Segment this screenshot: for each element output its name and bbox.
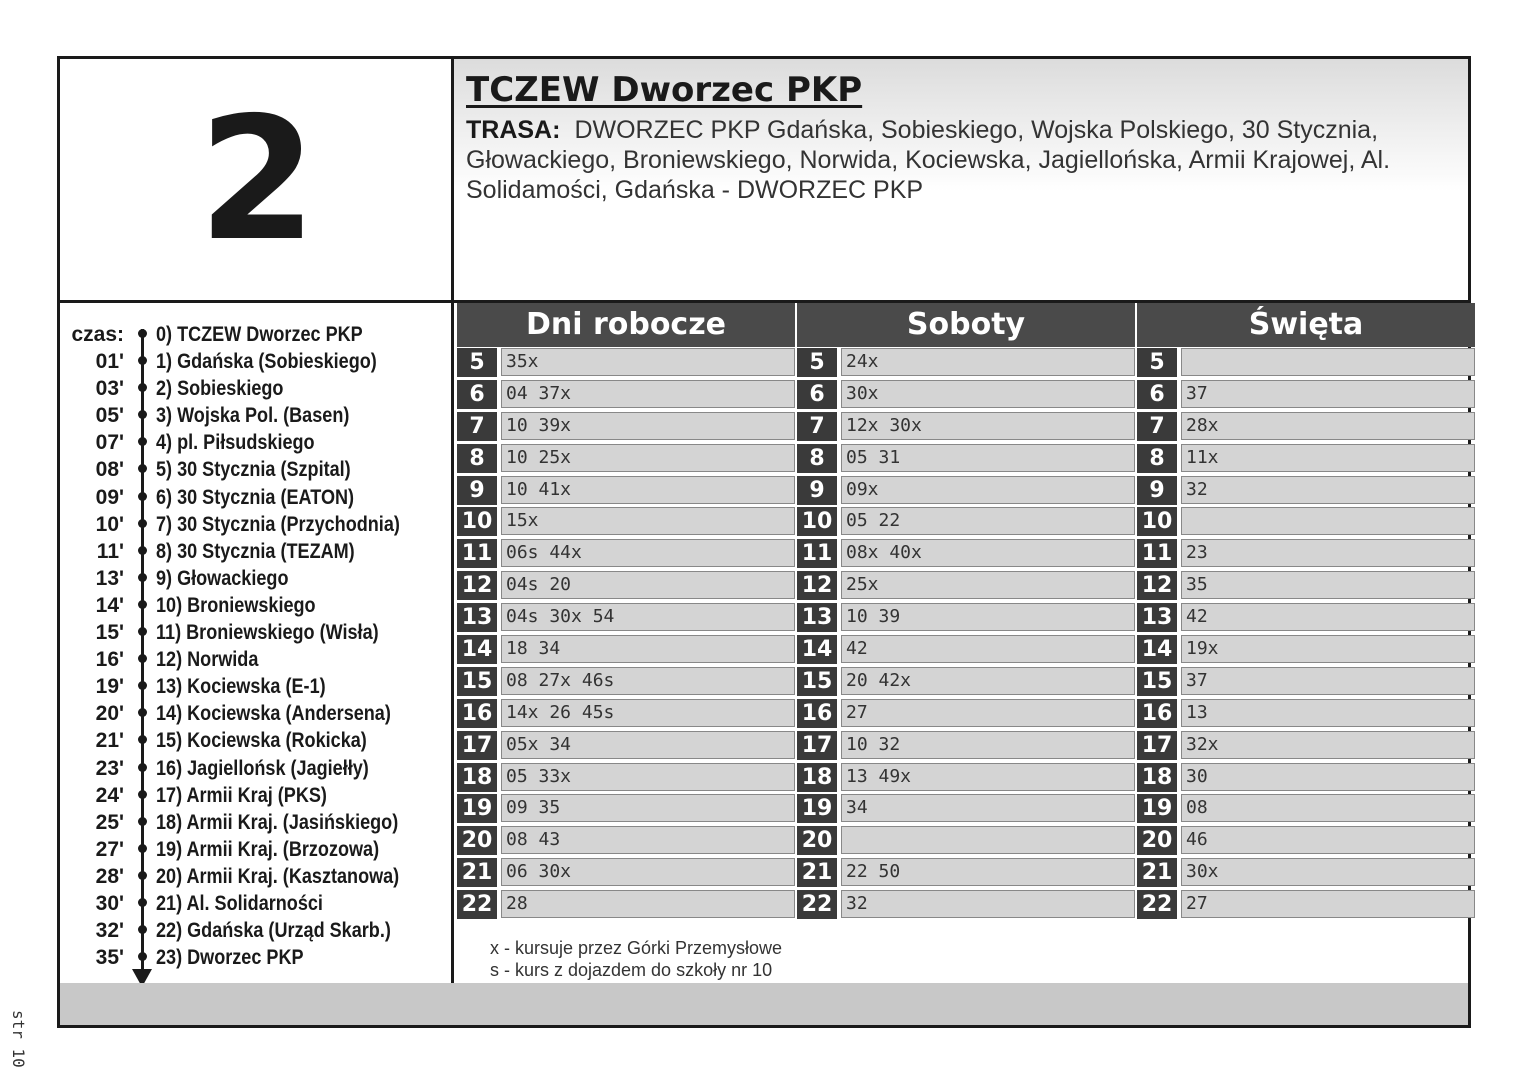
table-row bbox=[797, 570, 1135, 602]
stop-name: 1) Gdańska (Sobieskiego) bbox=[156, 350, 377, 374]
stop-name: 11) Broniewskiego (Wisła) bbox=[156, 621, 379, 645]
stop-name: 16) Jagiellońsk (Jagiełły) bbox=[156, 756, 369, 780]
table-row bbox=[1137, 570, 1475, 602]
table-row bbox=[1137, 857, 1475, 889]
minutes-cell: 27 bbox=[841, 699, 1135, 727]
table-row bbox=[797, 443, 1135, 475]
stop-row bbox=[68, 836, 448, 863]
minutes-cell: 04 37x bbox=[501, 380, 795, 408]
minutes-cell: 08 43 bbox=[501, 826, 795, 854]
minutes-cell: 05x 34 bbox=[501, 731, 795, 759]
table-row bbox=[1137, 825, 1475, 857]
table-row bbox=[457, 570, 795, 602]
stop-dot-icon bbox=[138, 898, 147, 907]
minutes-cell: 30x bbox=[841, 380, 1135, 408]
stop-row bbox=[68, 321, 448, 348]
stop-dot-icon bbox=[138, 437, 147, 446]
stops-header-label: czas: bbox=[71, 323, 124, 346]
route-label: TRASA: bbox=[466, 116, 561, 144]
table-row bbox=[1137, 538, 1475, 570]
stop-name: 8) 30 Stycznia (TEZAM) bbox=[156, 539, 355, 563]
minutes-cell bbox=[1181, 507, 1475, 535]
hour-cell: 11 bbox=[1137, 539, 1177, 568]
table-row bbox=[797, 825, 1135, 857]
minutes-cell: 06s 44x bbox=[501, 539, 795, 567]
hour-cell: 11 bbox=[457, 539, 497, 568]
stop-time: 21' bbox=[95, 729, 124, 753]
stop-name: 0) TCZEW Dworzec PKP bbox=[156, 323, 363, 346]
page-label: str 10 bbox=[9, 1010, 28, 1068]
table-row bbox=[797, 379, 1135, 411]
stop-row bbox=[68, 456, 448, 483]
stop-row bbox=[68, 484, 448, 511]
stop-dot-icon bbox=[138, 708, 147, 717]
hour-cell: 13 bbox=[1137, 603, 1177, 632]
stop-name: 19) Armii Kraj. (Brzozowa) bbox=[156, 837, 380, 861]
table-row bbox=[457, 825, 795, 857]
route-description bbox=[466, 115, 1454, 205]
table-row bbox=[797, 793, 1135, 825]
stop-row bbox=[68, 565, 448, 592]
stop-time: 14' bbox=[95, 593, 124, 617]
hour-cell: 14 bbox=[457, 635, 497, 664]
stop-dot-icon bbox=[138, 492, 147, 501]
minutes-cell bbox=[1181, 348, 1475, 376]
minutes-cell: 28x bbox=[1181, 412, 1475, 440]
minutes-cell: 14x 26 45s bbox=[501, 699, 795, 727]
table-row bbox=[457, 538, 795, 570]
route-text: DWORZEC PKP Gdańska, Sobieskiego, Wojska Polskiego, 30 Stycznia, Głowackiego, Broniewskiego, Norwida, Kociewska, Jagiellońska, Armii Krajowej, Al. Solidamości, Gdańska - DWORZEC PKP bbox=[466, 116, 1391, 204]
minutes-cell: 13 49x bbox=[841, 763, 1135, 791]
stop-dot-icon bbox=[138, 654, 147, 663]
column-holidays bbox=[1137, 303, 1475, 921]
hour-cell: 6 bbox=[797, 380, 837, 409]
hour-cell: 22 bbox=[797, 890, 837, 919]
stop-dot-icon bbox=[138, 356, 147, 365]
minutes-cell: 04s 30x 54 bbox=[501, 603, 795, 631]
table-row bbox=[797, 506, 1135, 538]
stop-time: 07' bbox=[95, 431, 124, 455]
minutes-cell: 15x bbox=[501, 507, 795, 535]
stop-dot-icon bbox=[138, 464, 147, 473]
table-row bbox=[797, 634, 1135, 666]
column-saturdays bbox=[797, 303, 1135, 921]
hour-cell: 6 bbox=[1137, 380, 1177, 409]
minutes-cell: 05 31 bbox=[841, 444, 1135, 472]
hour-cell: 12 bbox=[1137, 571, 1177, 600]
table-row bbox=[457, 698, 795, 730]
table-row bbox=[1137, 379, 1475, 411]
stop-row bbox=[68, 944, 448, 971]
hour-cell: 14 bbox=[1137, 635, 1177, 664]
hour-cell: 7 bbox=[457, 412, 497, 441]
minutes-cell: 10 39x bbox=[501, 412, 795, 440]
minutes-cell: 13 bbox=[1181, 699, 1475, 727]
stops-list bbox=[68, 321, 448, 971]
stop-dot-icon bbox=[138, 627, 147, 636]
table-row bbox=[457, 857, 795, 889]
hour-cell: 16 bbox=[797, 699, 837, 728]
stop-row bbox=[68, 917, 448, 944]
stop-time: 23' bbox=[95, 756, 124, 780]
stop-name: 22) Gdańska (Urząd Skarb.) bbox=[156, 919, 391, 943]
stop-time: 24' bbox=[95, 783, 124, 807]
stops-panel bbox=[60, 303, 454, 989]
stop-name: 2) Sobieskiego bbox=[156, 377, 284, 401]
stop-row bbox=[68, 402, 448, 429]
table-row bbox=[1137, 411, 1475, 443]
stop-name: 12) Norwida bbox=[156, 648, 259, 672]
hour-cell: 9 bbox=[1137, 476, 1177, 505]
table-row bbox=[1137, 698, 1475, 730]
hour-cell: 15 bbox=[457, 667, 497, 696]
hour-cell: 15 bbox=[797, 667, 837, 696]
minutes-cell: 27 bbox=[1181, 890, 1475, 918]
stop-row bbox=[68, 727, 448, 754]
stop-dot-icon bbox=[138, 681, 147, 690]
minutes-cell: 23 bbox=[1181, 539, 1475, 567]
minutes-cell: 08x 40x bbox=[841, 539, 1135, 567]
stop-name: 18) Armii Kraj. (Jasińskiego) bbox=[156, 810, 399, 834]
table-row bbox=[457, 634, 795, 666]
minutes-cell: 10 41x bbox=[501, 476, 795, 504]
table-row bbox=[457, 475, 795, 507]
hour-cell: 16 bbox=[1137, 699, 1177, 728]
table-row bbox=[457, 730, 795, 762]
table-row bbox=[797, 762, 1135, 794]
stop-dot-icon bbox=[138, 763, 147, 772]
stop-time: 25' bbox=[95, 810, 124, 834]
hour-cell: 5 bbox=[1137, 348, 1177, 377]
hour-cell: 19 bbox=[797, 794, 837, 823]
table-row bbox=[1137, 762, 1475, 794]
line-number: 2 bbox=[198, 80, 313, 279]
stop-row bbox=[68, 782, 448, 809]
minutes-cell: 37 bbox=[1181, 380, 1475, 408]
stop-time: 28' bbox=[95, 864, 124, 888]
stop-row bbox=[68, 619, 448, 646]
table-row bbox=[1137, 347, 1475, 379]
minutes-cell: 42 bbox=[1181, 603, 1475, 631]
table-row bbox=[797, 857, 1135, 889]
minutes-cell: 32 bbox=[841, 890, 1135, 918]
minutes-cell: 12x 30x bbox=[841, 412, 1135, 440]
stop-time: 20' bbox=[95, 702, 124, 726]
hour-cell: 10 bbox=[797, 507, 837, 536]
stop-name: 3) Wojska Pol. (Basen) bbox=[156, 404, 350, 428]
hour-cell: 7 bbox=[797, 412, 837, 441]
stop-row bbox=[68, 429, 448, 456]
stop-row bbox=[68, 890, 448, 917]
stop-row bbox=[68, 646, 448, 673]
stop-row bbox=[68, 511, 448, 538]
minutes-cell bbox=[841, 826, 1135, 854]
hour-cell: 22 bbox=[1137, 890, 1177, 919]
stop-name: 9) Głowackiego bbox=[156, 566, 289, 590]
minutes-cell: 05 33x bbox=[501, 763, 795, 791]
table-row bbox=[457, 793, 795, 825]
legend bbox=[490, 937, 782, 981]
minutes-cell: 30x bbox=[1181, 858, 1475, 886]
table-row bbox=[457, 443, 795, 475]
table-row bbox=[457, 347, 795, 379]
stop-dot-icon bbox=[138, 817, 147, 826]
stop-name: 14) Kociewska (Andersena) bbox=[156, 702, 391, 726]
bottom-bar bbox=[60, 983, 1468, 1025]
hour-cell: 10 bbox=[1137, 507, 1177, 536]
hour-cell: 22 bbox=[457, 890, 497, 919]
stop-time: 03' bbox=[95, 377, 124, 401]
stop-name: 17) Armii Kraj (PKS) bbox=[156, 783, 327, 807]
legend-item-s: s - kurs z dojazdem do szkoły nr 10 bbox=[490, 960, 773, 980]
hour-cell: 5 bbox=[797, 348, 837, 377]
stop-time: 16' bbox=[95, 648, 124, 672]
hour-cell: 13 bbox=[457, 603, 497, 632]
hour-cell: 16 bbox=[457, 699, 497, 728]
hour-cell: 5 bbox=[457, 348, 497, 377]
minutes-cell: 24x bbox=[841, 348, 1135, 376]
minutes-cell: 32x bbox=[1181, 731, 1475, 759]
hour-cell: 17 bbox=[1137, 731, 1177, 760]
hour-cell: 6 bbox=[457, 380, 497, 409]
stop-row bbox=[68, 375, 448, 402]
minutes-cell: 30 bbox=[1181, 763, 1475, 791]
hour-cell: 18 bbox=[797, 763, 837, 792]
stop-dot-icon bbox=[138, 383, 147, 392]
stop-name: 20) Armii Kraj. (Kasztanowa) bbox=[156, 864, 400, 888]
minutes-cell: 35x bbox=[501, 348, 795, 376]
stop-name: 5) 30 Stycznia (Szpital) bbox=[156, 458, 351, 482]
minutes-cell: 34 bbox=[841, 794, 1135, 822]
minutes-cell: 42 bbox=[841, 635, 1135, 663]
minutes-cell: 46 bbox=[1181, 826, 1475, 854]
column-header: Soboty bbox=[797, 303, 1135, 347]
hour-cell: 20 bbox=[1137, 826, 1177, 855]
hour-cell: 18 bbox=[457, 763, 497, 792]
minutes-cell: 06 30x bbox=[501, 858, 795, 886]
minutes-cell: 25x bbox=[841, 571, 1135, 599]
hour-cell: 10 bbox=[457, 507, 497, 536]
stop-time: 08' bbox=[95, 458, 124, 482]
minutes-cell: 10 25x bbox=[501, 444, 795, 472]
hour-cell: 9 bbox=[797, 476, 837, 505]
table-row bbox=[457, 379, 795, 411]
hour-cell: 20 bbox=[797, 826, 837, 855]
stop-name: 15) Kociewska (Rokicka) bbox=[156, 729, 367, 753]
minutes-cell: 08 27x 46s bbox=[501, 667, 795, 695]
stop-dot-icon bbox=[138, 925, 147, 934]
stop-time: 27' bbox=[95, 837, 124, 861]
table-row bbox=[1137, 793, 1475, 825]
table-row bbox=[797, 666, 1135, 698]
table-row bbox=[797, 889, 1135, 921]
minutes-cell: 20 42x bbox=[841, 667, 1135, 695]
hour-cell: 7 bbox=[1137, 412, 1177, 441]
stop-row bbox=[68, 809, 448, 836]
table-row bbox=[1137, 602, 1475, 634]
hour-cell: 12 bbox=[797, 571, 837, 600]
table-row bbox=[457, 889, 795, 921]
minutes-cell: 18 34 bbox=[501, 635, 795, 663]
stop-dot-icon bbox=[138, 790, 147, 799]
stop-time: 13' bbox=[95, 566, 124, 590]
legend-item-x: x - kursuje przez Górki Przemysłowe bbox=[490, 938, 783, 958]
table-row bbox=[457, 762, 795, 794]
stop-name: 10) Broniewskiego bbox=[156, 593, 316, 617]
hour-cell: 15 bbox=[1137, 667, 1177, 696]
hour-cell: 12 bbox=[457, 571, 497, 600]
stop-time: 01' bbox=[95, 350, 124, 374]
stop-time: 32' bbox=[95, 919, 124, 943]
table-row bbox=[457, 602, 795, 634]
stop-title: TCZEW Dworzec PKP bbox=[466, 70, 863, 110]
minutes-cell: 05 22 bbox=[841, 507, 1135, 535]
hour-cell: 19 bbox=[457, 794, 497, 823]
table-row bbox=[797, 475, 1135, 507]
table-row bbox=[1137, 506, 1475, 538]
hour-cell: 21 bbox=[1137, 858, 1177, 887]
stop-name: 4) pl. Piłsudskiego bbox=[156, 431, 315, 455]
minutes-cell: 10 32 bbox=[841, 731, 1135, 759]
hour-cell: 17 bbox=[797, 731, 837, 760]
table-row bbox=[457, 506, 795, 538]
stop-row bbox=[68, 755, 448, 782]
stop-dot-icon bbox=[138, 952, 147, 961]
stop-time: 10' bbox=[95, 512, 124, 536]
stop-time: 09' bbox=[95, 485, 124, 509]
stop-time: 19' bbox=[95, 675, 124, 699]
hour-cell: 21 bbox=[797, 858, 837, 887]
stop-time: 30' bbox=[95, 891, 124, 915]
table-row bbox=[1137, 475, 1475, 507]
hour-cell: 8 bbox=[457, 444, 497, 473]
minutes-cell: 09 35 bbox=[501, 794, 795, 822]
stop-dot-icon bbox=[138, 871, 147, 880]
line-number-box bbox=[60, 59, 454, 303]
hour-cell: 8 bbox=[797, 444, 837, 473]
table-row bbox=[797, 602, 1135, 634]
stop-dot-icon bbox=[138, 410, 147, 419]
stop-dot-icon bbox=[138, 600, 147, 609]
stop-dot-icon bbox=[138, 546, 147, 555]
column-weekdays bbox=[457, 303, 795, 921]
stop-dot-icon bbox=[138, 735, 147, 744]
stop-dot-icon bbox=[138, 844, 147, 853]
table-row bbox=[1137, 889, 1475, 921]
table-row bbox=[797, 698, 1135, 730]
table-row bbox=[797, 730, 1135, 762]
stop-time: 11' bbox=[96, 539, 124, 563]
stop-name: 6) 30 Stycznia (EATON) bbox=[156, 485, 355, 509]
table-row bbox=[1137, 443, 1475, 475]
stop-row bbox=[68, 538, 448, 565]
stop-dot-icon bbox=[138, 519, 147, 528]
column-header: Święta bbox=[1137, 303, 1475, 347]
departures-table bbox=[454, 303, 1468, 925]
stop-row bbox=[68, 673, 448, 700]
stop-time: 15' bbox=[95, 621, 124, 645]
minutes-cell: 32 bbox=[1181, 476, 1475, 504]
stop-name: 21) Al. Solidarności bbox=[156, 891, 323, 915]
table-row bbox=[1137, 730, 1475, 762]
table-row bbox=[457, 666, 795, 698]
stop-time: 05' bbox=[95, 404, 124, 428]
stop-dot-icon bbox=[138, 329, 147, 338]
table-row bbox=[797, 347, 1135, 379]
hour-cell: 19 bbox=[1137, 794, 1177, 823]
hour-cell: 20 bbox=[457, 826, 497, 855]
timetable-frame bbox=[57, 56, 1471, 1028]
stop-dot-icon bbox=[138, 573, 147, 582]
table-row bbox=[1137, 634, 1475, 666]
timetable-header bbox=[454, 59, 1468, 303]
stop-name: 13) Kociewska (E-1) bbox=[156, 675, 326, 699]
stop-row bbox=[68, 348, 448, 375]
table-row bbox=[457, 411, 795, 443]
stop-name: 23) Dworzec PKP bbox=[156, 946, 304, 970]
hour-cell: 11 bbox=[797, 539, 837, 568]
hour-cell: 21 bbox=[457, 858, 497, 887]
table-row bbox=[797, 411, 1135, 443]
minutes-cell: 04s 20 bbox=[501, 571, 795, 599]
minutes-cell: 08 bbox=[1181, 794, 1475, 822]
hour-cell: 17 bbox=[457, 731, 497, 760]
hour-cell: 9 bbox=[457, 476, 497, 505]
minutes-cell: 37 bbox=[1181, 667, 1475, 695]
stop-name: 7) 30 Stycznia (Przychodnia) bbox=[156, 512, 400, 536]
minutes-cell: 10 39 bbox=[841, 603, 1135, 631]
table-row bbox=[797, 538, 1135, 570]
minutes-cell: 28 bbox=[501, 890, 795, 918]
minutes-cell: 35 bbox=[1181, 571, 1475, 599]
stop-row bbox=[68, 700, 448, 727]
stop-row bbox=[68, 592, 448, 619]
hour-cell: 8 bbox=[1137, 444, 1177, 473]
hour-cell: 14 bbox=[797, 635, 837, 664]
table-row bbox=[1137, 666, 1475, 698]
minutes-cell: 22 50 bbox=[841, 858, 1135, 886]
hour-cell: 13 bbox=[797, 603, 837, 632]
stop-row bbox=[68, 863, 448, 890]
minutes-cell: 19x bbox=[1181, 635, 1475, 663]
minutes-cell: 11x bbox=[1181, 444, 1475, 472]
column-header: Dni robocze bbox=[457, 303, 795, 347]
stop-time: 35' bbox=[95, 946, 124, 970]
minutes-cell: 09x bbox=[841, 476, 1135, 504]
hour-cell: 18 bbox=[1137, 763, 1177, 792]
